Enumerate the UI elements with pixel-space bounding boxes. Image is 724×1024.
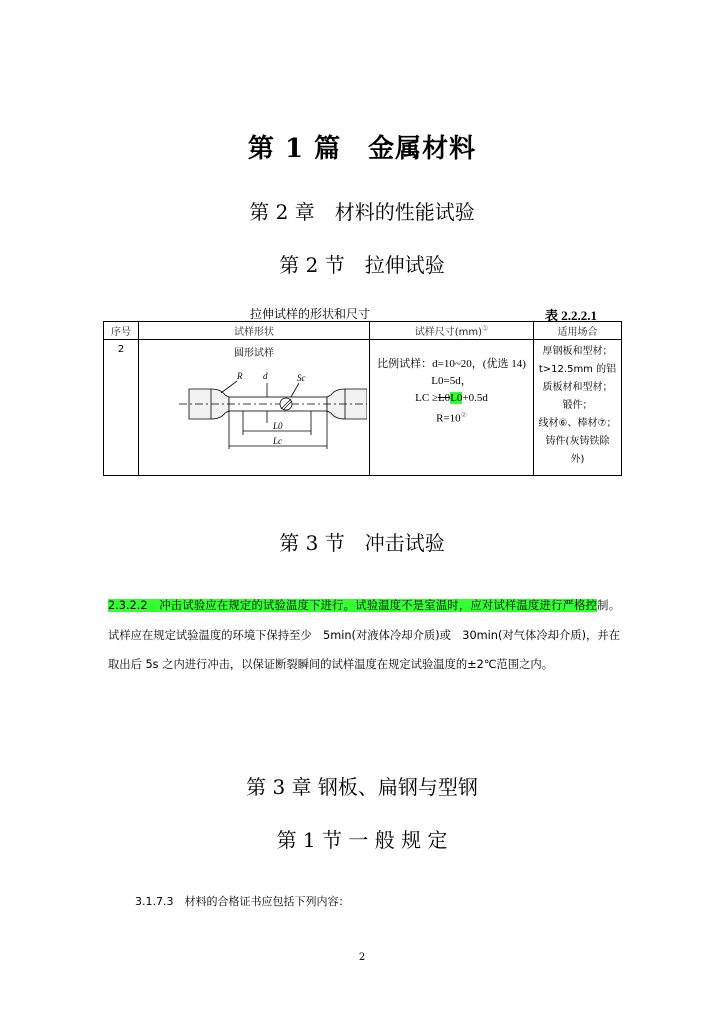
header-shape: 试样形状 [139,322,370,340]
size-formula [370,356,533,428]
chapter3-title: 第 3 章 钢板、扁钢与型钢 [246,775,478,799]
part-title: 第 1 篇 金属材料 [247,134,477,164]
application-line: 线材⑥、棒材⑦； [538,418,617,429]
table-header-row [104,322,622,340]
application-line: 外) [570,454,585,465]
label-d: d [263,371,268,381]
cell-shape [139,340,370,476]
paragraph-body: 制。试样应在规定试验温度的环境下保持至少 5min(对液体冷却介质)或 30min(对气体冷却介质)，并在取出后 5s 之内进行冲击，以保证断裂瞬间的试样温度在规定试验温度的±2℃范围之内。 [108,599,620,671]
spec-table [103,321,622,476]
header-no: 序号 [104,322,139,340]
formula-lc-suffix: +0.5d [462,392,488,404]
formula-strike: L0 [437,392,451,404]
application-line: 质板材和型材； [542,382,613,393]
label-l0: L0 [273,421,283,431]
formula-lc-prefix: LC ≥ [415,392,438,404]
application-line: 锻件； [562,400,593,411]
header-size-label: 试样尺寸(mm) [414,327,482,338]
cell-size [370,340,534,476]
formula-line-1: 比例试样：d=10~20，(优选 14) [377,358,526,370]
formula-highlight: L0 [450,392,463,404]
paragraph-highlight: 2.3.2.2 冲击试验应在规定的试验温度下进行。试验温度不是室温时，应对试样温度进行严格控 [108,599,598,612]
table-number: 表 2.2.2.1 [545,308,598,323]
specimen-diagram [139,359,367,449]
header-application: 适用场合 [534,322,622,340]
impact-test-paragraph [108,591,620,680]
table-row [104,340,622,476]
section-title: 第 2 节 拉伸试验 [279,253,445,277]
header-size-note: ① [482,324,489,333]
table-caption: 拉伸试样的形状和尺寸 [250,307,371,321]
chapter-title: 第 2 章 材料的性能试验 [249,200,475,224]
label-r: R [237,371,243,381]
clause-3-1-7-3: 3.1.7.3 材料的合格证书应包括下列内容： [135,895,350,908]
cell-no: 2 [104,340,139,476]
formula-line-3 [370,390,533,407]
section3-title: 第 3 节 冲击试验 [279,531,445,555]
formula-r: R=10 [436,412,461,425]
application-line: t>12.5mm 的铝 [538,364,617,375]
application-line: 铸件(灰铸铁除 [545,436,610,447]
formula-line-4 [370,407,533,428]
application-line: 厚钢板和型材； [542,346,613,357]
formula-line-2: L0=5d， [431,375,472,387]
header-size [370,322,534,340]
formula-note: ② [460,411,467,419]
section1-title: 第 1 节 一 般 规 定 [276,828,448,852]
shape-title: 圆形试样 [234,348,274,359]
label-sc: Sc [297,373,306,383]
page-number: 2 [358,952,366,963]
cell-application [534,340,622,476]
label-lc: Lc [273,436,282,446]
